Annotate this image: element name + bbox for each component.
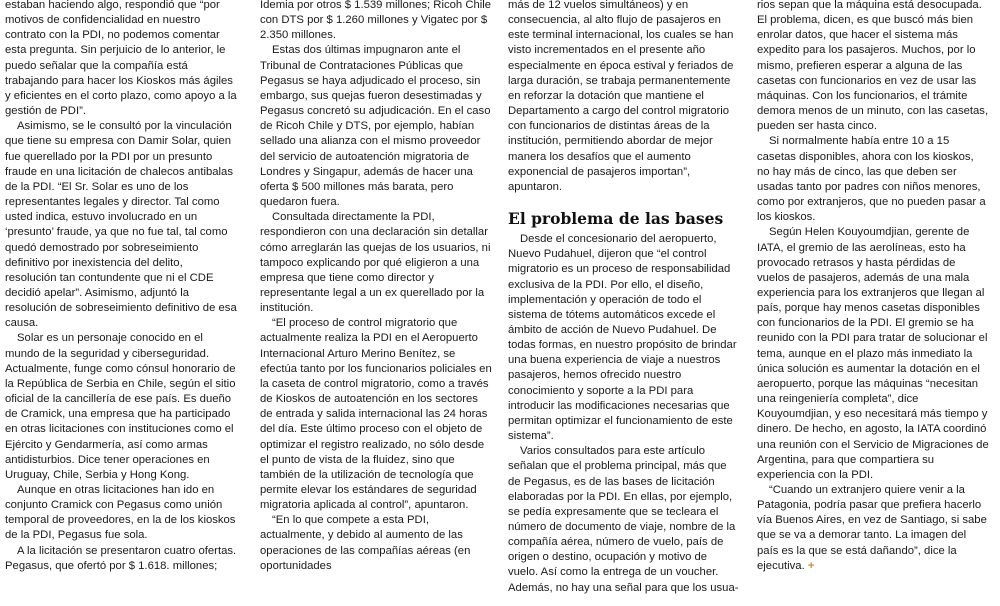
paragraph: “En lo que compete a esta PDI, actualmente, y debido al aumento de las operaciones de las compañías aéreas (en oportunidades	[260, 514, 471, 572]
paragraph: rios sepan que la máquina está desocupada. El problema, dicen, es que buscó más bien enrolar datos, que hacer el sistema más expedito para los pasajeros. Muchos, por lo mismo, prefieren esperar a alguna de las casetas con funcionarios en vez de usar las máquinas. Con los funcionarios, el trámite demora menos de un minuto, con las casetas, pueden ser hasta cinco.	[757, 0, 989, 133]
paragraph: Solar es un personaje conocido en el mundo de la seguridad y ciberseguridad. Actualmente, funge como cónsul honorario de la República de Serbia en Chile, según el sitio oficial de la cancillería de ese país. Es dueño de Cramick, una empresa que ha participado en otras licitaciones con instituciones como el Ejército y Gendarmería, así como armas antidisturbios. Dice tener operaciones en Uruguay, Chile, Serbia y Hong Kong.	[5, 332, 236, 481]
paragraph: A la licitación se presentaron cuatro ofertas. Pegasus, que ofertó por $ 1.618. millones;	[5, 544, 237, 572]
paragraph	[757, 483, 989, 574]
article-column-4	[757, 0, 989, 574]
paragraph: Si normalmente había entre 10 a 15 casetas disponibles, ahora con los kioskos, no hay más de cinco, las que deben ser usadas tanto por padres con niños menores, como por extranjeros, que no pueden pasar a los kioskos.	[757, 135, 986, 224]
article-column-1	[5, 0, 237, 574]
paragraph: Estas dos últimas impugnaron ante el Tribunal de Contrataciones Públicas que Pegasus se haya adjudicado el proceso, sin embargo, sus quejas fueron desestimadas y Pegasus concretó su adjudicación. En el caso de Ricoh Chile y DTS, por ejemplo, habían sellado una alianza con el mismo proveedor del servicio de autoatención migratoria de Londres y Singapur, además de hacer una oferta $ 500 millones más barata, pero quedaron fuera.	[260, 44, 491, 209]
paragraph: Aunque en otras licitaciones han ido en conjunto Cramick con Pegasus como unión temporal de proveedores, en la de los kioskos de la PDI, Pegasus fue sola.	[5, 484, 236, 542]
paragraph: Desde el concesionario del aeropuerto, Nuevo Pudahuel, dijeron que “el control migratorio es un proceso de responsabilidad exclusiva de la PDI. Por ello, el diseño, implementación y operación de todo el sistema de tótems automáticos excede el ámbito de acción de Nuevo Pudahuel. De todas formas, en nuestro propósito de brindar una buena experiencia de viaje a nuestros pasajeros, hemos ofrecido nuestro conocimiento y soporte a la PDI para introducir las modificaciones necesarias que permitan optimizar el funcionamiento de este sistema”.	[508, 233, 737, 443]
paragraph: Asimismo, se le consultó por la vinculación que tiene su empresa con Damir Solar, quien fue querellado por la PDI por un presunto fraude en una licitación de chalecos antibalas de la PDI. “El Sr. Solar es uno de los representantes legales y director. Tal como usted indica, estuvo involucrado en un ‘presunto’ fraude, ya que no fue tal, tal como quedó demostrado por sobreseimiento definitivo por inexistencia del delito, resolución tan contundente que ni el CDE decidió apelar”. Asimismo, adjuntó la resolución de sobreseimiento definitivo de esa causa.	[5, 120, 237, 330]
paragraph: Consultada directamente la PDI, respondieron con una declaración sin detallar cómo arreglarán las quejas de los usuarios, ni tampoco explicando por qué eligieron a una empresa que tiene como director y representante legal a un ex querellado por la institución.	[260, 211, 491, 315]
section-heading: El problema de las bases	[508, 209, 724, 229]
paragraph: Según Helen Kouyoumdjian, gerente de IATA, el gremio de las aerolíneas, esto ha provocado retrasos y hasta pérdidas de vuelos de pasajeros, además de una mala experiencia para los extranjeros que llegan al país, porque hay menos casetas disponibles con funcionarios de la PDI. El gremio se ha reunido con la PDI para tratar de solucionar el tema, aunque en el plazo más inmediato la única solución es aumentar la dotación en el aeropuerto, porque las máquinas “necesitan una reingeniería completa”, dice Kouyoumdjian, y eso necesitará más tiempo y dinero. De hecho, en agosto, la IATA coordinó una reunión con el Servicio de Migraciones de Argentina, para que compartiera su experiencia con la PDI.	[757, 226, 989, 481]
article-column-2	[260, 0, 492, 574]
paragraph: Varios consultados para este artículo señalan que el problema principal, más que de Pegasus, es de las bases de licitación elaboradas por la PDI. En ellas, por ejemplo, se pedía expresamente que se tecleara el número de documento de viaje, nombre de la compañía aérea, número de vuelo, país de origen o destino, ocupación y motivo de vuelo. Así como la entrega de un voucher. Además, no hay una señal para que los usua-	[508, 445, 739, 594]
paragraph: “El proceso de control migratorio que actualmente realiza la PDI en el Aeropuerto Internacional Arturo Merino Benítez, se efectúa tanto por los funcionarios policiales en la caseta de control migratorio, como a través de Kioskos de autoatención en los sectores de entrada y salida internacional las 24 horas del día. Este último proceso con el objeto de optimizar el registro realizado, no sólo desde el punto de vista de la fluidez, sino que también de la utilización de tecnología que permite elevar los estándares de seguridad migratoria aplicada al control”, apuntaron.	[260, 317, 492, 512]
paragraph: más de 12 vuelos simultáneos) y en consecuencia, al alto flujo de pasajeros en este terminal internacional, los cuales se han visto incrementados en el presente año especialmente en época estival y feriados de larga duración, se trabaja permanentemente en reforzar la dotación que mantiene el Departamento a cargo del control migratorio con funcionarios de distintas áreas de la institución, permitiendo abordar de mejor manera los desafíos que el aumento exponencial de pasajeros importan”, apuntaron.	[508, 0, 734, 193]
paragraph-text: “Cuando un extranjero quiere venir a la Patagonia, podría pasar que prefiera hacerlo vía Buenos Aires, en vez de Santiago, si sabe que se va a demorar tanto. La imagen del país es la que se está dañando”, dice la ejecutiva.	[757, 484, 987, 572]
paragraph: Idemia por otros $ 1.539 millones; Ricoh Chile con DTS por $ 1.260 millones y Vigatec por $ 2.350 millones.	[260, 0, 492, 42]
article-column-3	[508, 0, 740, 596]
end-of-article-mark: +	[807, 559, 815, 572]
paragraph: estaban haciendo algo, respondió que “por motivos de confidencialidad en nuestro contrato con la PDI, no podemos comentar esta pregunta. Sin perjuicio de lo anterior, le puedo señalar que la compañía está trabajando para hacer los Kioskos más ágiles y eficientes en el corto plazo, como apoyo a la gestión de PDI”.	[5, 0, 237, 118]
